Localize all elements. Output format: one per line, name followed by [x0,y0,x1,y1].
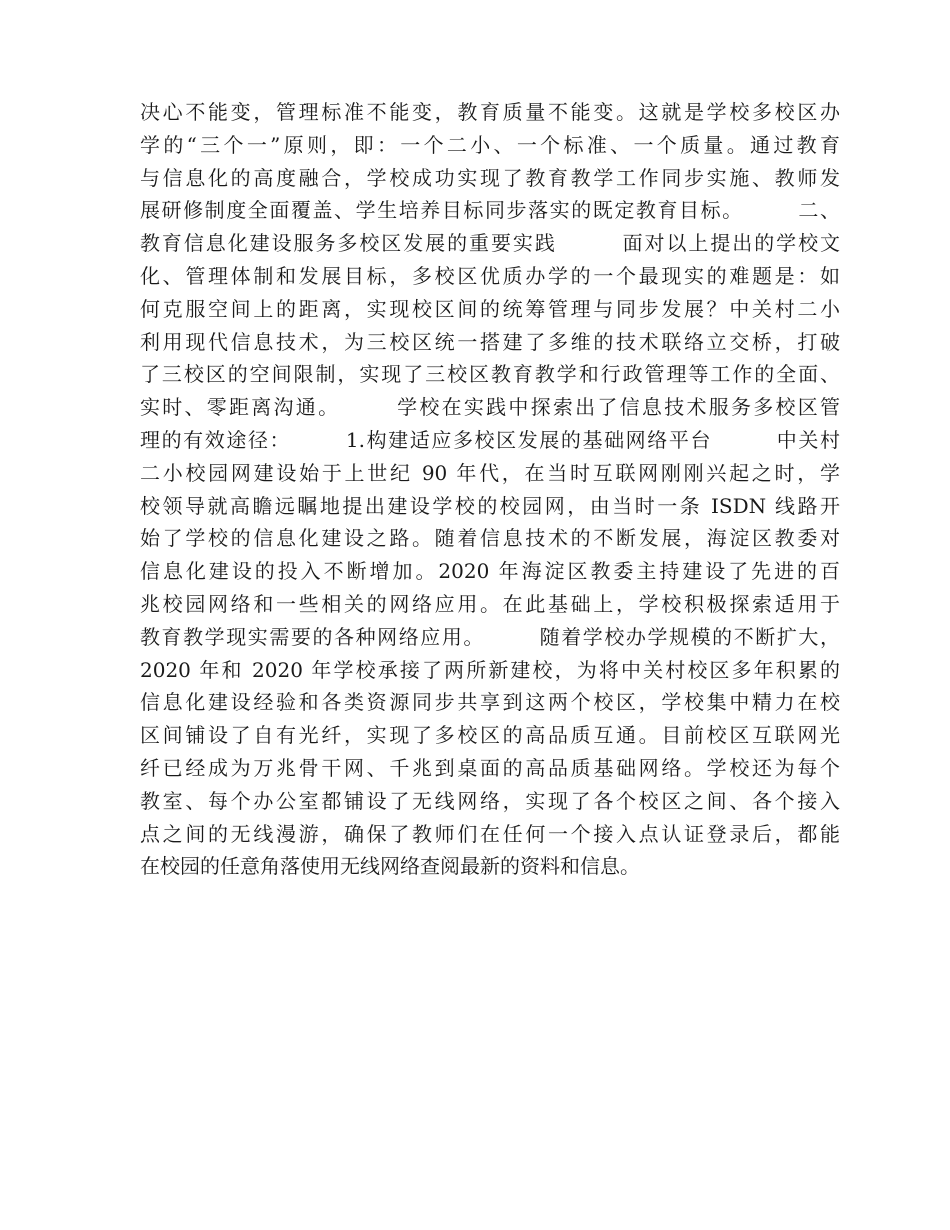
text-line: 与信息化的高度融合，学校成功实现了教育教学工作同步实施、教师发 [140,165,840,190]
text-line: 在校园的任意角落使用无线网络查阅最新的资料和信息。 [140,854,640,879]
text-line: 纤已经成为万兆骨干网、千兆到桌面的高品质基础网络。学校还为每个 [140,755,840,780]
text-line: 展研修制度全面覆盖、学生培养目标同步落实的既定教育目标。 二、 [140,198,840,223]
text-line: 教室、每个办公室都铺设了无线网络，实现了各个校区之间、各个接入 [140,788,840,813]
text-line: 何克服空间上的距离，实现校区间的统筹管理与同步发展？中关村二小 [140,296,840,321]
text-line: 二小校园网建设始于上世纪 90 年代，在当时互联网刚刚兴起之时，学 [140,460,840,485]
text-line: 了三校区的空间限制，实现了三校区教育教学和行政管理等工作的全面、 [140,362,840,387]
text-line: 始了学校的信息化建设之路。随着信息技术的不断发展，海淀区教委对 [140,526,840,551]
text-line: 实时、零距离沟通。 学校在实践中探索出了信息技术服务多校区管 [140,395,840,420]
text-line: 2020 年和 2020 年学校承接了两所新建校，为将中关村校区多年积累的 [140,657,840,682]
text-line: 理的有效途径： 1.构建适应多校区发展的基础网络平台 中关村 [140,427,840,452]
text-line: 教育教学现实需要的各种网络应用。 随着学校办学规模的不断扩大， [140,624,840,649]
text-line: 利用现代信息技术，为三校区统一搭建了多维的技术联络立交桥，打破 [140,329,840,354]
text-line: 兆校园网络和一些相关的网络应用。在此基础上，学校积极探索适用于 [140,591,840,616]
text-line: 化、管理体制和发展目标，多校区优质办学的一个最现实的难题是：如 [140,263,840,288]
text-line: 校领导就高瞻远瞩地提出建设学校的校园网，由当时一条 ISDN 线路开 [140,493,840,518]
text-line: 区间铺设了自有光纤，实现了多校区的高品质互通。目前校区互联网光 [140,723,840,748]
text-line: 学的“三个一”原则，即：一个二小、一个标准、一个质量。通过教育 [140,132,840,157]
text-line: 点之间的无线漫游，确保了教师们在任何一个接入点认证登录后，都能 [140,821,840,846]
text-line: 信息化建设经验和各类资源同步共享到这两个校区，学校集中精力在校 [140,690,840,715]
text-line: 教育信息化建设服务多校区发展的重要实践 面对以上提出的学校文 [140,231,840,256]
text-line: 信息化建设的投入不断增加。2020 年海淀区教委主持建设了先进的百 [140,559,840,584]
body-text [140,96,840,883]
text-line: 决心不能变，管理标准不能变，教育质量不能变。这就是学校多校区办 [140,100,840,124]
